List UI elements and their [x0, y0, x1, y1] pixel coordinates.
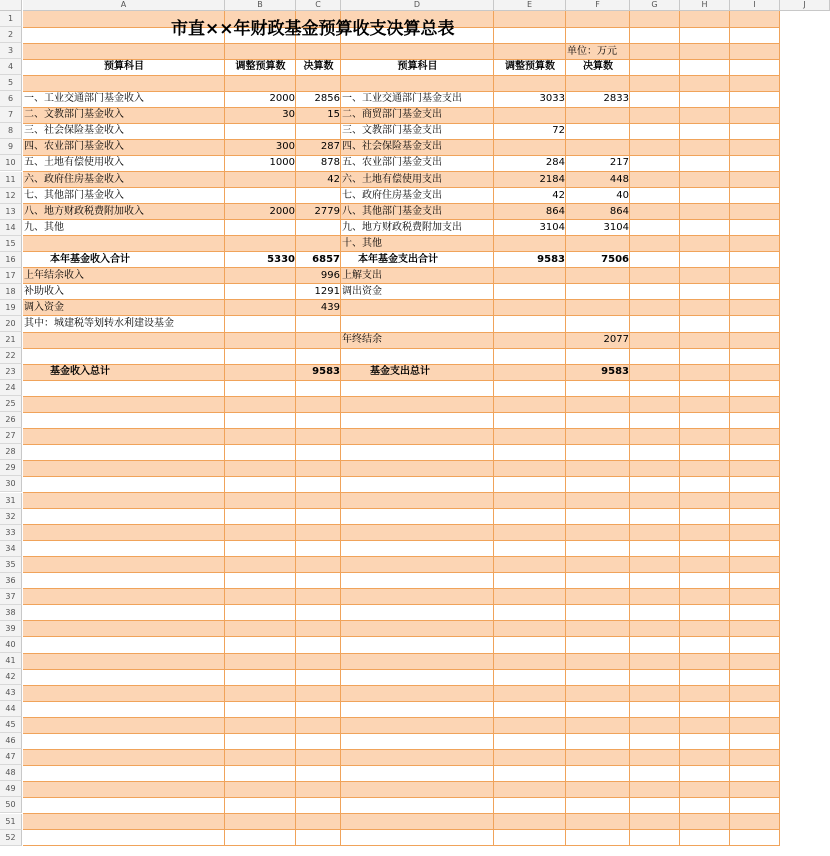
row-header[interactable]: 9 — [0, 139, 22, 155]
income-adjusted[interactable] — [225, 188, 296, 204]
row-band — [23, 348, 779, 364]
income-label[interactable]: 一、工业交通部门基金收入 — [24, 93, 144, 105]
row-header[interactable]: 26 — [0, 412, 22, 428]
column-header-J[interactable]: J — [780, 0, 830, 11]
row-header[interactable]: 33 — [0, 525, 22, 541]
row-header[interactable]: 49 — [0, 781, 22, 797]
row-band — [23, 589, 779, 605]
row-band — [23, 701, 779, 717]
income-final[interactable]: 42 — [327, 173, 340, 185]
row-header[interactable]: 7 — [0, 107, 22, 123]
row-header[interactable]: 41 — [0, 653, 22, 669]
expense-final[interactable]: 217 — [609, 157, 629, 169]
expense-final[interactable]: 864 — [609, 205, 629, 217]
income-adjusted[interactable]: 2000 — [269, 205, 295, 217]
expense-label[interactable]: 九、地方财政税费附加支出 — [342, 221, 462, 233]
row-gridline — [23, 572, 780, 573]
expense-adjusted[interactable] — [494, 236, 566, 252]
income-extra-final[interactable] — [296, 316, 341, 332]
row-header[interactable]: 29 — [0, 460, 22, 476]
row-header[interactable]: 42 — [0, 669, 22, 685]
row-band — [23, 380, 779, 396]
expense-extra-label[interactable]: 上解支出 — [342, 269, 382, 281]
row-band — [23, 525, 779, 541]
row-header[interactable]: 22 — [0, 348, 22, 364]
row-header[interactable]: 3 — [0, 43, 22, 59]
expense-adjusted[interactable]: 3033 — [539, 93, 565, 105]
row-band — [23, 476, 779, 492]
header-left-subject[interactable]: 预算科目 — [104, 61, 144, 73]
row-gridline — [23, 749, 780, 750]
column-header-G[interactable]: G — [630, 0, 680, 11]
expense-final[interactable]: 2833 — [603, 93, 629, 105]
expense-adjusted[interactable]: 2184 — [539, 173, 565, 185]
column-header-E[interactable]: E — [494, 0, 566, 11]
row-gridline — [23, 524, 780, 525]
row-gridline — [23, 669, 780, 670]
expense-final[interactable] — [566, 123, 630, 139]
income-extra-final[interactable]: 1291 — [314, 285, 340, 297]
expense-total-final[interactable]: 7506 — [601, 253, 629, 265]
expense-extra-final[interactable] — [566, 268, 630, 284]
income-final[interactable]: 878 — [320, 157, 340, 169]
income-total-label[interactable]: 本年基金收入合计 — [50, 253, 130, 265]
row-gridline — [23, 717, 780, 718]
row-band — [23, 605, 779, 621]
expense-adjusted[interactable]: 284 — [545, 157, 565, 169]
row-header[interactable]: 37 — [0, 589, 22, 605]
column-header-B[interactable]: B — [225, 0, 296, 11]
income-extra-final[interactable]: 439 — [320, 301, 340, 313]
expense-adjusted[interactable]: 3104 — [539, 221, 565, 233]
row-band — [23, 396, 779, 412]
row-header[interactable]: 50 — [0, 797, 22, 813]
expense-final[interactable] — [566, 139, 630, 155]
grand-income-label[interactable]: 基金收入总计 — [50, 366, 110, 378]
income-label[interactable]: 四、农业部门基金收入 — [24, 141, 124, 153]
row-header[interactable]: 5 — [0, 75, 22, 91]
row-header[interactable]: 38 — [0, 605, 22, 621]
expense-total-adjusted[interactable]: 9583 — [537, 253, 565, 265]
row-band — [23, 412, 779, 428]
column-header-A[interactable]: A — [23, 0, 225, 11]
income-extra-label[interactable]: 调入资金 — [24, 301, 64, 313]
row-header[interactable]: 47 — [0, 749, 22, 765]
row-gridline — [23, 733, 780, 734]
header-right-adjusted[interactable]: 调整预算数 — [505, 61, 555, 73]
header-left-adjusted[interactable]: 调整预算数 — [235, 61, 286, 73]
header-right-subject[interactable]: 预算科目 — [397, 61, 438, 73]
row-gridline — [23, 460, 780, 461]
row-header[interactable]: 18 — [0, 284, 22, 300]
row-header[interactable]: 34 — [0, 541, 22, 557]
row-header[interactable]: 13 — [0, 204, 22, 220]
select-all-corner[interactable] — [0, 0, 22, 11]
row-gridline — [23, 412, 780, 413]
expense-adjusted[interactable] — [494, 107, 566, 123]
expense-label[interactable]: 八、其他部门基金支出 — [342, 205, 442, 217]
row-header[interactable]: 36 — [0, 573, 22, 589]
expense-final[interactable]: 448 — [609, 173, 629, 185]
row-gridline — [23, 636, 780, 637]
income-final[interactable]: 2779 — [314, 205, 340, 217]
row-header[interactable]: 14 — [0, 220, 22, 236]
expense-label[interactable]: 三、文教部门基金支出 — [342, 125, 442, 137]
expense-extra-final[interactable]: 2077 — [603, 334, 629, 345]
expense-final[interactable] — [566, 107, 630, 123]
income-label[interactable]: 六、政府住房基金收入 — [24, 173, 124, 185]
row-header[interactable]: 2 — [0, 27, 22, 43]
row-header[interactable]: 8 — [0, 123, 22, 139]
income-extra-label[interactable]: 补助收入 — [24, 285, 64, 297]
row-gridline — [23, 508, 780, 509]
row-gridline — [23, 701, 780, 702]
income-extra-final[interactable]: 996 — [320, 269, 340, 281]
income-final[interactable] — [296, 123, 341, 139]
row-header[interactable]: 16 — [0, 252, 22, 268]
expense-label[interactable]: 六、土地有偿使用支出 — [342, 173, 442, 185]
row-gridline — [23, 492, 780, 493]
unit-label[interactable]: 单位：万元 — [567, 46, 617, 57]
income-final[interactable] — [296, 220, 341, 236]
income-adjusted[interactable] — [225, 172, 296, 188]
row-band — [23, 460, 779, 476]
expense-extra-label[interactable]: 年终结余 — [342, 334, 382, 345]
row-gridline — [23, 813, 780, 814]
grand-expense-final[interactable]: 9583 — [601, 366, 629, 378]
income-label[interactable]: 九、其他 — [24, 221, 64, 233]
row-gridline — [23, 43, 780, 44]
row-header[interactable]: 19 — [0, 300, 22, 316]
row-gridline — [23, 765, 780, 766]
row-band — [23, 621, 779, 637]
expense-total-label[interactable]: 本年基金支出合计 — [358, 253, 438, 265]
row-header[interactable]: 46 — [0, 733, 22, 749]
column-header-D[interactable]: D — [341, 0, 494, 11]
column-gridline — [729, 11, 730, 846]
row-band — [23, 830, 779, 846]
column-header-C[interactable]: C — [296, 0, 341, 11]
row-gridline — [23, 604, 780, 605]
row-band — [23, 75, 779, 91]
row-header[interactable]: 10 — [0, 155, 22, 171]
income-label[interactable]: 七、其他部门基金收入 — [24, 189, 124, 201]
row-header[interactable]: 17 — [0, 268, 22, 284]
row-header[interactable]: 28 — [0, 444, 22, 460]
row-band — [23, 717, 779, 733]
row-band — [23, 493, 779, 509]
row-gridline — [23, 620, 780, 621]
row-header[interactable]: 31 — [0, 493, 22, 509]
row-band — [23, 557, 779, 573]
row-header[interactable]: 45 — [0, 717, 22, 733]
row-band — [23, 781, 779, 797]
income-extra-label[interactable]: 上年结余收入 — [24, 269, 84, 281]
income-adjusted[interactable]: 300 — [275, 141, 295, 153]
row-header[interactable]: 48 — [0, 765, 22, 781]
income-total-final[interactable]: 6857 — [312, 253, 340, 265]
row-header[interactable]: 15 — [0, 236, 22, 252]
header-right-final[interactable]: 决算数 — [583, 61, 613, 73]
row-header[interactable]: 20 — [0, 316, 22, 332]
row-header[interactable]: 6 — [0, 91, 22, 107]
expense-extra-label[interactable]: 调出资金 — [342, 285, 382, 297]
column-gridline — [679, 11, 680, 846]
row-gridline — [23, 444, 780, 445]
expense-label[interactable]: 四、社会保险基金支出 — [342, 141, 442, 153]
row-gridline — [23, 588, 780, 589]
row-band — [23, 43, 779, 59]
row-gridline — [23, 396, 780, 397]
expense-label[interactable]: 一、工业交通部门基金支出 — [342, 93, 462, 105]
row-header[interactable]: 4 — [0, 59, 22, 75]
column-header-F[interactable]: F — [566, 0, 630, 11]
row-header[interactable]: 1 — [0, 11, 22, 27]
row-band — [23, 733, 779, 749]
row-band — [23, 444, 779, 460]
income-adjusted[interactable] — [225, 123, 296, 139]
row-gridline — [23, 556, 780, 557]
row-gridline — [23, 829, 780, 830]
expense-final[interactable] — [566, 236, 630, 252]
income-label[interactable]: 八、地方财政税费附加收入 — [24, 205, 144, 217]
row-header[interactable]: 25 — [0, 396, 22, 412]
income-final[interactable]: 287 — [320, 141, 340, 153]
row-band — [23, 669, 779, 685]
row-header[interactable]: 32 — [0, 509, 22, 525]
row-band — [23, 749, 779, 765]
row-header[interactable]: 21 — [0, 332, 22, 348]
grand-income-final[interactable]: 9583 — [312, 366, 340, 378]
row-header[interactable]: 23 — [0, 364, 22, 380]
income-adjusted[interactable]: 1000 — [269, 157, 295, 169]
income-adjusted[interactable]: 30 — [282, 109, 295, 121]
row-gridline — [23, 797, 780, 798]
income-final[interactable]: 2856 — [314, 93, 340, 105]
row-band — [23, 797, 779, 813]
row-header[interactable]: 12 — [0, 188, 22, 204]
income-adjusted[interactable]: 2000 — [269, 93, 295, 105]
expense-adjusted[interactable]: 864 — [545, 205, 565, 217]
expense-extra-final[interactable] — [566, 284, 630, 300]
column-header-I[interactable]: I — [730, 0, 780, 11]
row-header[interactable]: 51 — [0, 814, 22, 830]
expense-adjusted[interactable] — [494, 139, 566, 155]
expense-adjusted[interactable]: 42 — [552, 189, 565, 201]
expense-label[interactable]: 十、其他 — [342, 237, 382, 249]
row-header[interactable]: 43 — [0, 685, 22, 701]
row-header[interactable]: 27 — [0, 428, 22, 444]
row-band — [23, 428, 779, 444]
column-gridline — [779, 11, 780, 846]
income-final[interactable] — [296, 188, 341, 204]
row-band — [23, 814, 779, 830]
income-extra-label[interactable]: 其中：城建税等划转水利建设基金 — [24, 317, 174, 329]
row-gridline — [23, 781, 780, 782]
row-header[interactable]: 52 — [0, 830, 22, 846]
expense-label[interactable]: 二、商贸部门基金支出 — [342, 109, 442, 121]
row-header[interactable]: 11 — [0, 172, 22, 188]
grand-expense-label[interactable]: 基金支出总计 — [370, 366, 430, 378]
row-band — [23, 685, 779, 701]
row-gridline — [23, 428, 780, 429]
row-band — [23, 541, 779, 557]
row-header[interactable]: 35 — [0, 557, 22, 573]
sheet-title[interactable]: 市直××年财政基金预算收支决算总表 — [171, 19, 455, 39]
column-header-H[interactable]: H — [680, 0, 730, 11]
row-gridline — [23, 540, 780, 541]
row-header[interactable]: 30 — [0, 476, 22, 492]
income-adjusted[interactable] — [225, 220, 296, 236]
row-gridline — [23, 653, 780, 654]
header-left-final[interactable]: 决算数 — [303, 61, 334, 73]
row-header[interactable]: 44 — [0, 701, 22, 717]
expense-final[interactable]: 40 — [616, 189, 629, 201]
row-gridline — [23, 685, 780, 686]
income-final[interactable]: 15 — [327, 109, 340, 121]
row-band — [23, 765, 779, 781]
row-band — [23, 653, 779, 669]
row-header[interactable]: 40 — [0, 637, 22, 653]
income-label[interactable]: 五、土地有偿使用收入 — [24, 157, 124, 169]
row-header[interactable]: 39 — [0, 621, 22, 637]
income-total-adjusted[interactable]: 5330 — [267, 253, 295, 265]
expense-label[interactable]: 七、政府住房基金支出 — [342, 189, 442, 201]
row-gridline — [23, 845, 780, 846]
income-label[interactable]: 三、社会保险基金收入 — [24, 125, 124, 137]
row-gridline — [23, 476, 780, 477]
expense-adjusted[interactable]: 72 — [552, 125, 565, 137]
expense-final[interactable]: 3104 — [603, 221, 629, 233]
row-band — [23, 573, 779, 589]
row-band — [23, 637, 779, 653]
row-header[interactable]: 24 — [0, 380, 22, 396]
expense-label[interactable]: 五、农业部门基金支出 — [342, 157, 442, 169]
income-label[interactable]: 二、文教部门基金收入 — [24, 109, 124, 121]
row-band — [23, 509, 779, 525]
